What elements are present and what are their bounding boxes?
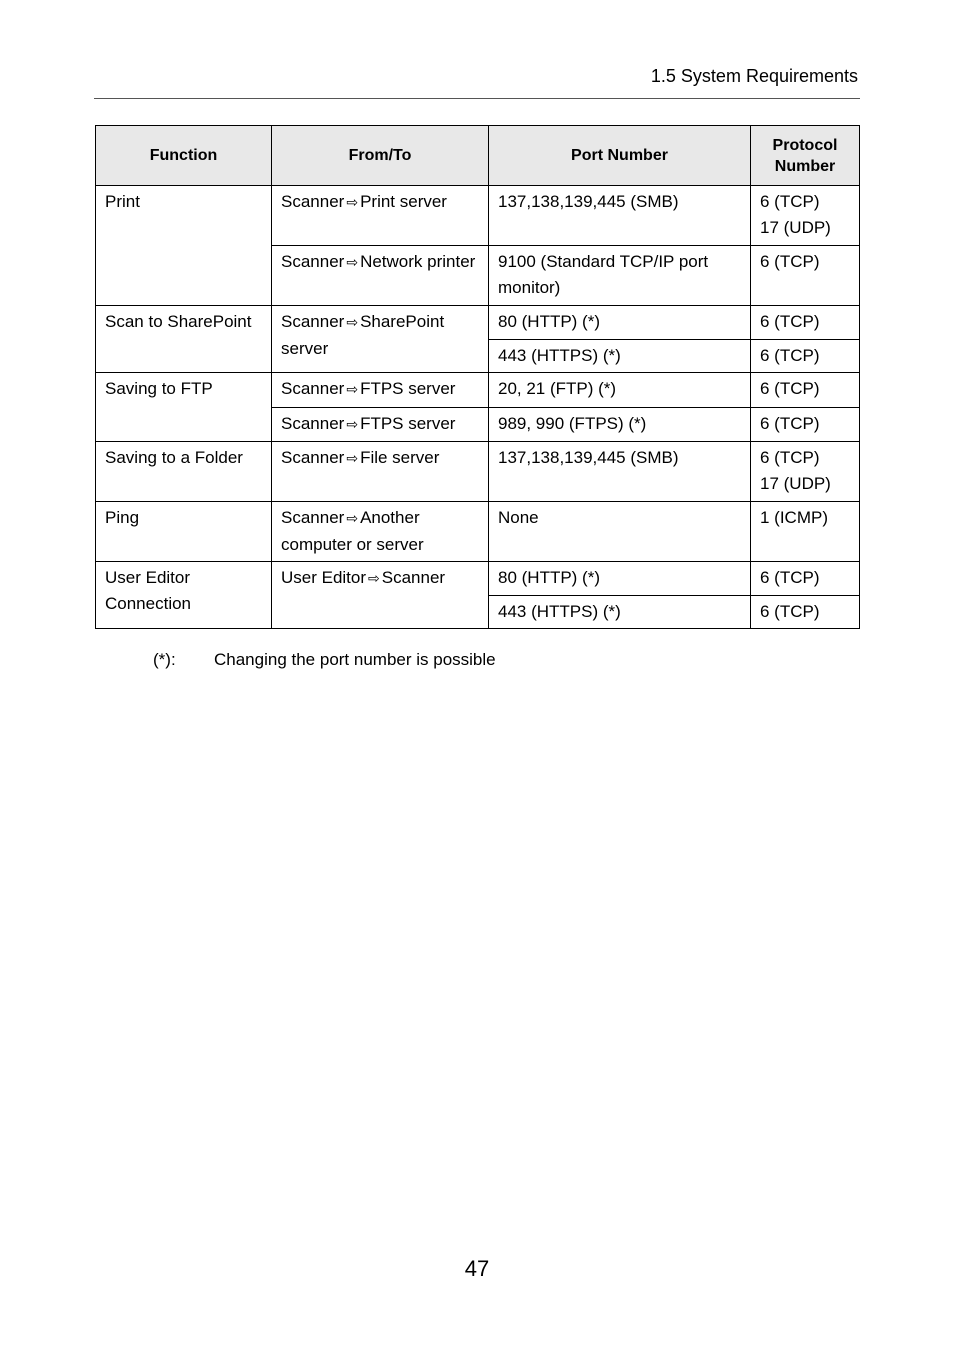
page-number: 47 — [464, 1256, 490, 1281]
footnote — [153, 650, 496, 670]
from-text: Scanner — [281, 312, 345, 331]
from-to-cell — [272, 306, 489, 373]
from-text: Scanner — [281, 192, 345, 211]
hollow-right-arrow-icon: ⇨ — [346, 415, 359, 432]
protocol-number-cell — [751, 306, 860, 340]
port-number-cell: 80 (HTTP) (*) — [489, 306, 751, 340]
to-text: Network printer — [360, 252, 476, 271]
protocol-value: 6 (TCP) — [760, 312, 820, 331]
protocol-number-cell — [751, 339, 860, 373]
from-text: Scanner — [281, 508, 345, 527]
protocol-value: 6 (TCP) — [760, 192, 820, 211]
hollow-right-arrow-icon: ⇨ — [346, 510, 359, 526]
function-cell: Saving to FTP — [96, 373, 272, 442]
to-text: FTPS server — [360, 413, 456, 433]
table-row — [96, 562, 860, 596]
page-header-section-title: 1.5 System Requirements — [650, 66, 858, 86]
footnote-mark: (*): — [153, 650, 176, 669]
from-to-cell — [272, 502, 489, 562]
port-number-cell: 20, 21 (FTP) (*) — [489, 373, 751, 408]
from-text: Scanner — [281, 252, 345, 271]
protocol-number-cell — [751, 407, 860, 442]
protocol-value: 6 (TCP) — [760, 345, 820, 365]
port-number-cell: 80 (HTTP) (*) — [489, 562, 751, 596]
from-text: Scanner — [281, 379, 345, 398]
hollow-right-arrow-icon: ⇨ — [346, 254, 359, 270]
protocol-number-cell — [751, 186, 860, 246]
to-text: File server — [360, 448, 440, 467]
port-number-cell: 137,138,139,445 (SMB) — [489, 186, 751, 246]
from-to-cell — [272, 186, 489, 246]
protocol-value: 6 (TCP) — [760, 252, 820, 271]
protocol-value: 6 (TCP) — [760, 413, 820, 433]
protocol-number-cell — [751, 373, 860, 408]
protocol-header-line-1: Protocol — [772, 136, 838, 154]
port-number-cell: 443 (HTTPS) (*) — [489, 339, 751, 373]
function-cell: User Editor Connection — [96, 562, 272, 629]
column-header-function: Function — [96, 126, 272, 186]
protocol-number-cell — [751, 246, 860, 306]
from-text: Scanner — [281, 413, 345, 433]
protocol-value: 6 (TCP) — [760, 601, 820, 621]
port-number-cell: None — [489, 502, 751, 562]
protocol-value: 6 (TCP) — [760, 379, 820, 398]
column-header-from-to: From/To — [272, 126, 489, 186]
protocol-value: 17 (UDP) — [760, 217, 831, 237]
from-text: User Editor — [281, 568, 367, 587]
function-cell: Print — [96, 186, 272, 306]
to-text: Print server — [360, 192, 447, 211]
protocol-number-cell — [751, 442, 860, 502]
hollow-right-arrow-icon: ⇨ — [368, 570, 380, 586]
to-text: Another computer or server — [281, 508, 424, 554]
table-row — [96, 373, 860, 408]
from-to-cell — [272, 246, 489, 306]
table-row — [96, 442, 860, 502]
hollow-right-arrow-icon: ⇨ — [346, 194, 359, 210]
protocol-number-cell — [751, 502, 860, 562]
to-text: SharePoint server — [281, 312, 445, 358]
port-number-cell: 443 (HTTPS) (*) — [489, 595, 751, 629]
protocol-value: 17 (UDP) — [760, 473, 831, 493]
hollow-right-arrow-icon: ⇨ — [346, 381, 359, 397]
function-cell: Ping — [96, 502, 272, 562]
from-to-cell — [272, 407, 489, 442]
protocol-header-line-2: Number — [774, 157, 836, 175]
to-text: FTPS server — [360, 379, 456, 398]
table-header-row — [96, 126, 860, 186]
to-text: Scanner — [381, 568, 446, 587]
column-header-port-number: Port Number — [489, 126, 751, 186]
from-to-cell — [272, 373, 489, 408]
footnote-text: Changing the port number is possible — [214, 650, 496, 669]
function-cell: Scan to SharePoint — [96, 306, 272, 373]
protocol-number-cell — [751, 595, 860, 629]
protocol-number-cell — [751, 562, 860, 596]
hollow-right-arrow-icon: ⇨ — [346, 314, 359, 330]
table-row — [96, 186, 860, 246]
column-header-protocol-number — [751, 126, 860, 186]
port-number-cell: 137,138,139,445 (SMB) — [489, 442, 751, 502]
port-requirements-table — [95, 125, 860, 629]
hollow-right-arrow-icon: ⇨ — [346, 450, 359, 466]
from-text: Scanner — [281, 448, 345, 467]
from-to-cell — [272, 562, 489, 629]
protocol-value: 1 (ICMP) — [760, 508, 828, 527]
protocol-value: 6 (TCP) — [760, 448, 820, 467]
from-to-cell — [272, 442, 489, 502]
table-row — [96, 306, 860, 340]
protocol-value: 6 (TCP) — [760, 568, 820, 587]
function-cell: Saving to a Folder — [96, 442, 272, 502]
port-number-cell: 9100 (Standard TCP/IP port monitor) — [489, 246, 751, 306]
port-number-cell: 989, 990 (FTPS) (*) — [489, 407, 751, 442]
table-row — [96, 502, 860, 562]
header-rule — [94, 98, 860, 99]
